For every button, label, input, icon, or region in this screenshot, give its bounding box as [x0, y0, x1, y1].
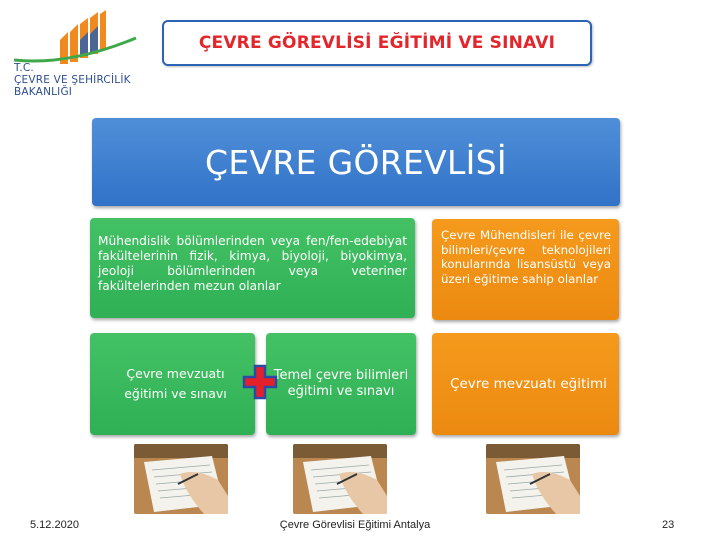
- requirement-box-basic-science-exam: [266, 333, 416, 435]
- page-number: 23: [662, 519, 675, 531]
- requirement-box-legislation-exam: [90, 333, 255, 435]
- requirement-box-legislation-training: [432, 333, 619, 435]
- box-line: eğitimi ve sınavı: [124, 386, 227, 401]
- logo-line: BAKANLIĞI: [14, 86, 73, 98]
- logo-bars-icon: [14, 10, 136, 64]
- box-text: Temel çevre bilimleri eğitimi ve sınavı: [273, 368, 409, 399]
- banner-heading: ÇEVRE GÖREVLİSİ: [205, 142, 507, 182]
- ministry-name: [14, 62, 164, 98]
- main-banner: [92, 118, 620, 206]
- footer-date: 5.12.2020: [30, 519, 79, 531]
- box-text: Çevre mevzuatı eğitimi: [450, 376, 607, 392]
- eligibility-box-graduates: Mühendislik bölümlerinden veya fen/fen-edebiyat fakültelerinin fizik, kimya, biyoloji, biyokimya, jeoloji bölümlerinden veya veteriner fakültelerinden mezun olanlar: [90, 218, 415, 318]
- exam-writing-photo: [134, 444, 228, 514]
- footer-title: Çevre Görevlisi Eğitimi Antalya: [279, 519, 431, 531]
- logo-line: T.C.: [14, 62, 34, 74]
- slide-title: ÇEVRE GÖREVLİSİ EĞİTİMİ VE SINAVI: [198, 33, 556, 53]
- eligibility-box-postgraduates: Çevre Mühendisleri ile çevre bilimleri/çevre teknolojileri konularında lisansüstü veya üzeri eğitime sahip olanlar: [432, 219, 619, 320]
- title-box: [162, 20, 592, 66]
- logo-line: ÇEVRE VE ŞEHİRCİLİK: [14, 74, 131, 86]
- exam-writing-photo: [486, 444, 580, 514]
- plus-icon: [242, 364, 278, 400]
- exam-writing-photo: [293, 444, 387, 514]
- box-line: Çevre mevzuatı: [126, 366, 225, 381]
